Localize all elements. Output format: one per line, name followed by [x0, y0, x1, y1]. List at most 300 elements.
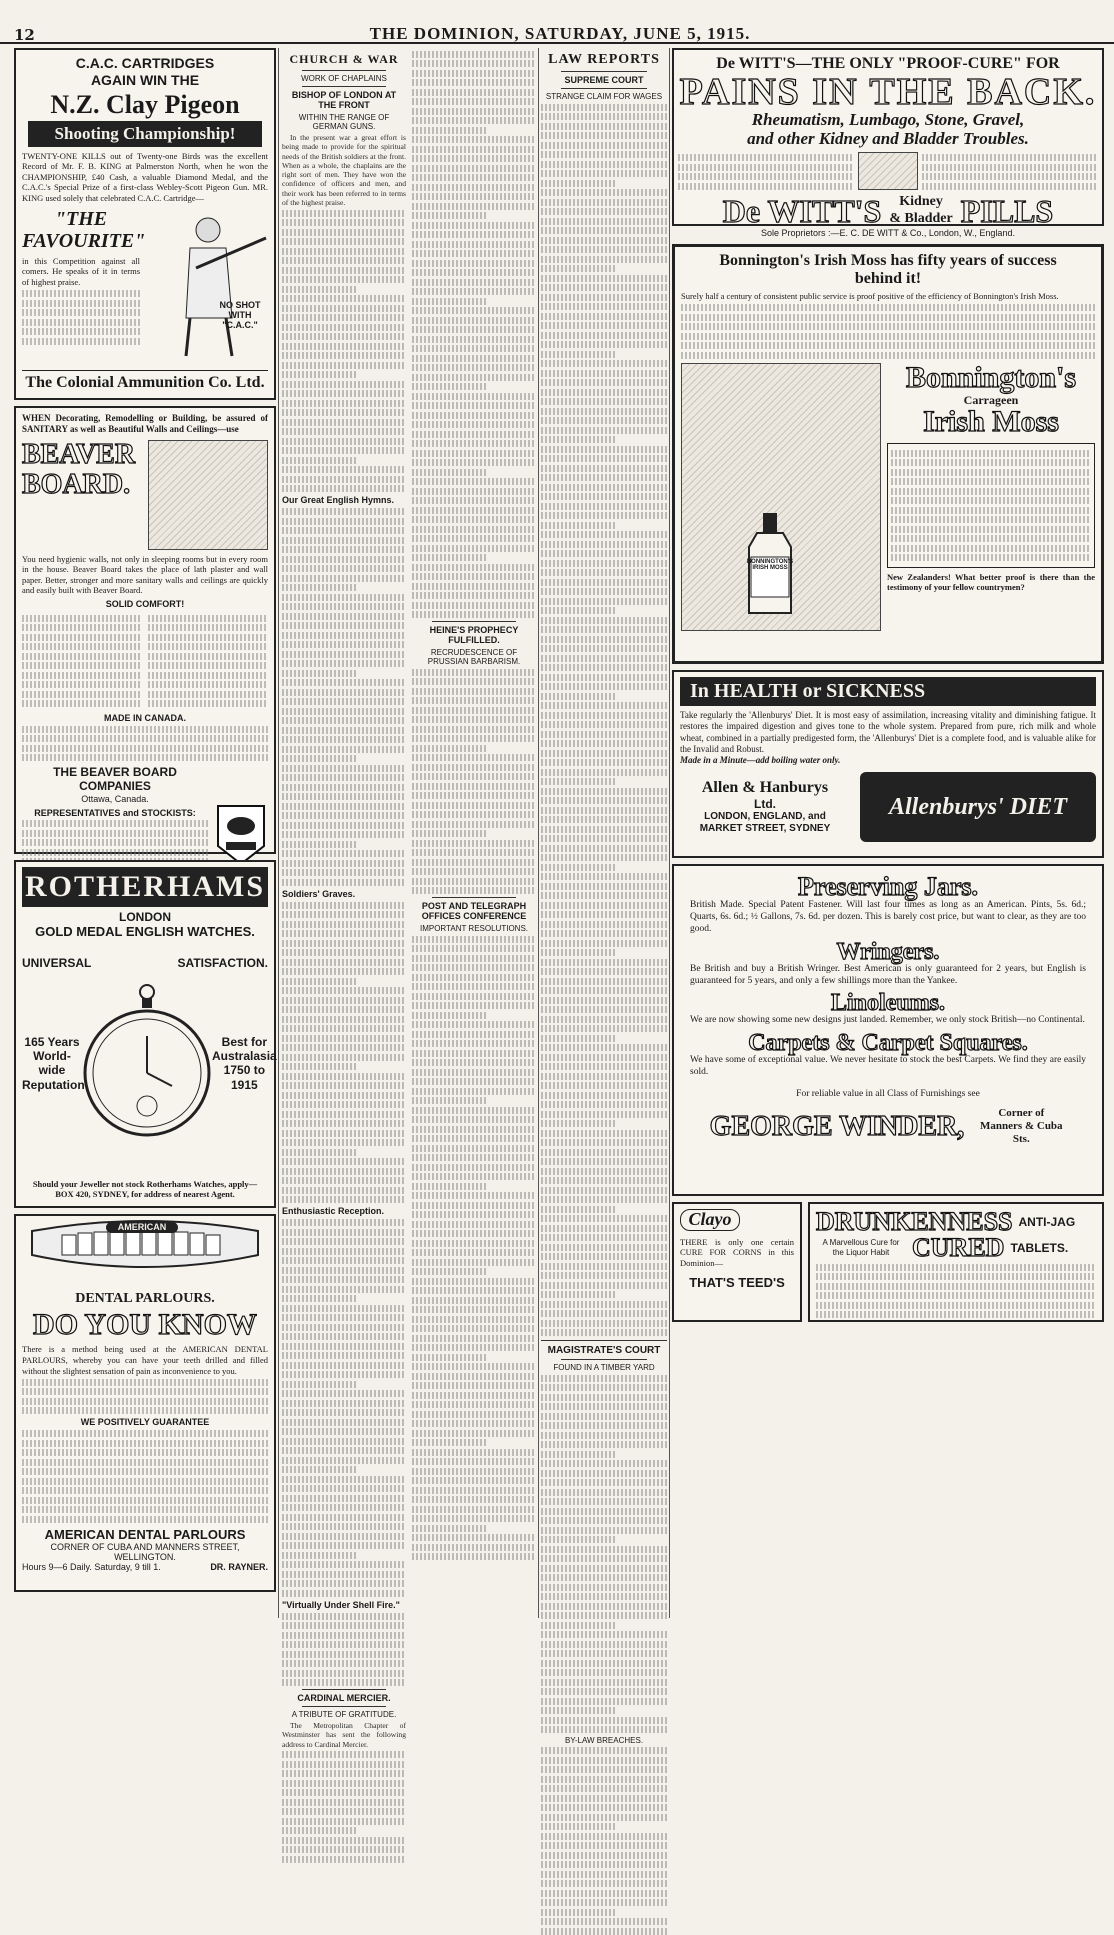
text-line — [282, 1257, 406, 1264]
text-line — [282, 987, 406, 994]
text-line — [541, 408, 667, 415]
text-line — [412, 773, 536, 780]
text-line — [412, 127, 486, 134]
text-line — [412, 231, 536, 238]
article-paragraph: In the present war a great effort is being made to provide for the spiritual needs of the British soldiers at the front. When as a whole, the chaplains are the right sort of men. They have won the confidence of officers and men, and their work has been referred to in terms of the highest praise. — [282, 133, 406, 207]
text-line — [541, 1508, 667, 1515]
text-line — [282, 1770, 406, 1777]
text-line — [412, 735, 536, 742]
text-line — [541, 598, 667, 605]
column-rule — [538, 48, 539, 1618]
text-line — [282, 921, 406, 928]
text-line — [412, 1344, 536, 1351]
text-line — [412, 707, 536, 714]
text-line — [412, 1430, 536, 1437]
text-line — [282, 1641, 406, 1648]
text-line — [541, 142, 667, 149]
text-line — [282, 1799, 406, 1806]
text-line — [412, 1116, 536, 1123]
dewitt-product1: Kidney — [899, 194, 943, 210]
text-line — [282, 1381, 356, 1388]
text-line — [412, 1031, 536, 1038]
rotherhams-footer: Should your Jeweller not stock Rotherhams Watches, apply—BOX 420, SYDNEY, for address of nearest Agent. — [32, 1178, 258, 1200]
text-line — [541, 1044, 667, 1051]
text-line — [282, 651, 406, 658]
text-line — [282, 314, 406, 321]
text-line — [282, 622, 406, 629]
law-subheading: STRANGE CLAIM FOR WAGES — [545, 92, 663, 101]
beaver-caption: SOLID COMFORT! — [105, 599, 185, 609]
bonnington-brand3: Irish Moss — [923, 405, 1059, 439]
text-line — [282, 1333, 406, 1340]
cac-maker: The Colonial Ammunition Co. Ltd. — [22, 370, 268, 392]
text-line — [412, 573, 536, 580]
text-line — [282, 343, 406, 350]
dewitt-brand: De WITT'S — [722, 192, 882, 229]
text-line — [412, 70, 536, 77]
text-line — [282, 736, 406, 743]
text-line — [282, 1267, 406, 1274]
section-heading: Soldiers' Graves. — [282, 888, 356, 899]
allenburys-body: Take regularly the 'Allenburys' Diet. It is most easy of assimilation, increasing vitality and diminishing fatigue. It restores the impaired digestion and gives tone to the whole system. Prepared from pure, rich milk and whole wheat, combined in a partially predigested form, the 'Allenburys' Diet is a complete food, and is valuable alike for the Invalid and Robust. — [680, 710, 1096, 754]
text-line — [282, 400, 406, 407]
text-line — [412, 545, 536, 552]
dental-firm: AMERICAN DENTAL PARLOURS — [44, 1526, 246, 1542]
text-line — [282, 717, 406, 724]
section-heading: RECRUDESCENCE OF PRUSSIAN BARBARISM. — [427, 648, 521, 666]
text-line — [282, 527, 406, 534]
text-line — [541, 1282, 667, 1289]
text-line — [541, 978, 667, 985]
text-line — [282, 1044, 406, 1051]
text-line — [541, 1899, 667, 1906]
text-line — [282, 689, 406, 696]
text-line — [282, 1196, 406, 1203]
text-line — [541, 436, 617, 443]
text-line — [412, 802, 536, 809]
text-line — [282, 1613, 406, 1620]
text-line — [282, 1457, 406, 1464]
text-line — [412, 1183, 486, 1190]
allenburys-company2: Ltd. — [754, 796, 776, 811]
text-line — [282, 295, 406, 302]
text-line — [282, 476, 406, 483]
text-line — [412, 840, 536, 847]
text-line — [412, 887, 536, 894]
text-line — [541, 1394, 667, 1401]
text-line — [541, 284, 667, 291]
text-line — [541, 1622, 617, 1629]
text-line — [541, 1631, 667, 1638]
text-line — [541, 636, 667, 643]
text-line — [282, 409, 406, 416]
text-line — [541, 702, 667, 709]
text-line — [282, 1111, 406, 1118]
text-line — [282, 1447, 406, 1454]
beaver-intro: WHEN Decorating, Remodelling or Building, be assured of SANITARY as well as Beautiful Walls and Ceilings—use — [22, 413, 268, 435]
text-line — [541, 1035, 617, 1042]
text-line — [541, 1679, 667, 1686]
text-line — [541, 693, 617, 700]
text-line — [541, 541, 667, 548]
text-line — [412, 1088, 536, 1095]
text-line — [541, 788, 667, 795]
winder-h4: Carpets & Carpet Squares. — [748, 1030, 1028, 1057]
text-line — [541, 1470, 667, 1477]
text-line — [282, 765, 406, 772]
text-line — [282, 1808, 406, 1815]
text-line — [412, 146, 536, 153]
text-line — [541, 351, 617, 358]
text-line — [541, 427, 667, 434]
text-line — [412, 355, 536, 362]
text-line — [282, 1660, 406, 1667]
text-line — [541, 1565, 667, 1572]
text-line — [541, 1890, 667, 1897]
text-line — [282, 1438, 406, 1445]
george-winder-ad — [672, 864, 1104, 1196]
text-line — [282, 508, 406, 515]
text-line — [541, 313, 667, 320]
text-line — [282, 1485, 406, 1492]
dental-address: CORNER OF CUBA AND MANNERS STREET, WELLINGTON. — [50, 1542, 240, 1563]
text-line — [541, 303, 667, 310]
dewitts-pills-ad — [672, 48, 1104, 229]
text-line — [541, 1574, 667, 1581]
text-line — [541, 1432, 667, 1439]
text-line — [541, 322, 667, 329]
cac-cartridges-ad — [14, 48, 276, 400]
text-line — [541, 1603, 667, 1610]
text-line — [541, 465, 667, 472]
text-line — [541, 778, 617, 785]
text-line — [412, 421, 536, 428]
text-line — [282, 1025, 406, 1032]
text-line — [541, 1726, 667, 1733]
text-line — [282, 1177, 406, 1184]
text-line — [541, 902, 667, 909]
text-line — [412, 174, 536, 181]
dewitt-sub1: Rheumatism, Lumbago, Stone, Gravel, — [751, 110, 1025, 130]
text-line — [541, 1918, 667, 1925]
text-line — [541, 113, 667, 120]
text-line — [412, 155, 536, 162]
rotherhams-title: ROTHERHAMS — [22, 867, 268, 907]
text-line — [541, 1196, 667, 1203]
text-line — [412, 811, 536, 818]
text-line — [541, 1082, 667, 1089]
text-line — [282, 860, 406, 867]
text-line — [412, 688, 536, 695]
column-rule — [278, 48, 279, 1618]
text-line — [412, 326, 536, 333]
text-line — [412, 440, 536, 447]
text-line — [282, 727, 406, 734]
section-heading: "Virtually Under Shell Fire." — [282, 1599, 400, 1610]
winder-name: GEORGE WINDER, — [709, 1110, 965, 1142]
text-line — [541, 474, 667, 481]
text-line — [282, 565, 406, 572]
text-line — [541, 1006, 667, 1013]
text-line — [541, 360, 667, 367]
text-line — [541, 712, 667, 719]
text-line — [282, 267, 406, 274]
text-line — [412, 307, 536, 314]
beaver-representatives: REPRESENTATIVES and STOCKISTS: — [34, 807, 196, 818]
text-line — [412, 1021, 536, 1028]
text-line — [541, 199, 667, 206]
text-line — [282, 708, 406, 715]
text-line — [282, 978, 356, 985]
text-line — [541, 1766, 667, 1773]
text-line — [541, 493, 667, 500]
text-line — [541, 835, 667, 842]
text-line — [541, 1139, 667, 1146]
text-line — [282, 1248, 406, 1255]
dental-doctor: DR. RAYNER. — [210, 1562, 268, 1573]
text-line — [541, 1747, 667, 1754]
text-line — [541, 1757, 667, 1764]
text-line — [412, 336, 536, 343]
text-line — [541, 807, 667, 814]
text-line — [282, 1120, 406, 1127]
text-line — [282, 1343, 406, 1350]
text-line — [541, 1479, 667, 1486]
text-line — [541, 1225, 667, 1232]
text-line — [412, 469, 486, 476]
text-line — [412, 1316, 536, 1323]
text-line — [282, 1187, 406, 1194]
rotherhams-line: GOLD MEDAL ENGLISH WATCHES. — [35, 924, 255, 940]
text-line — [412, 402, 536, 409]
text-line — [412, 993, 536, 1000]
text-line — [282, 902, 406, 909]
text-line — [541, 1441, 667, 1448]
beaver-body: You need hygienic walls, not only in sleeping rooms but in every room in the house. Beaver Board takes the place of lath plaster and wall paper. Better, stronger and more sanitary walls and ceilings are quickly and easily built with Beaver Board. — [22, 553, 268, 596]
text-line — [541, 959, 667, 966]
text-line — [282, 1362, 406, 1369]
shooter-illustration — [146, 208, 270, 358]
text-line — [282, 362, 406, 369]
text-line — [282, 1523, 406, 1530]
text-line — [541, 731, 667, 738]
text-line — [541, 1291, 617, 1298]
text-line — [412, 136, 536, 143]
dewitt-product3: PILLS — [960, 192, 1054, 229]
text-line — [541, 1842, 667, 1849]
cac-line2: AGAIN WIN THE — [90, 71, 200, 88]
text-line — [412, 345, 536, 352]
winder-h1: Preserving Jars. — [797, 872, 979, 901]
text-line — [541, 522, 617, 529]
drunk-sub: A Marvellous Cure for the Liquor Habit — [822, 1238, 900, 1257]
text-line — [541, 1527, 667, 1534]
dental-badge: AMERICAN — [106, 1222, 178, 1233]
text-line — [282, 1504, 406, 1511]
text-line — [412, 1211, 536, 1218]
page-number: 12 — [14, 26, 35, 44]
text-line — [282, 229, 406, 236]
text-line — [412, 936, 536, 943]
text-line — [412, 859, 536, 866]
text-line — [541, 997, 667, 1004]
text-line — [412, 783, 536, 790]
text-line — [541, 1329, 667, 1336]
text-line — [541, 1460, 667, 1467]
text-line — [541, 579, 667, 586]
beaver-company: THE BEAVER BOARD COMPANIES — [53, 765, 177, 794]
text-line — [412, 1259, 536, 1266]
text-line — [282, 1158, 406, 1165]
text-line — [282, 1780, 406, 1787]
text-line — [541, 1101, 667, 1108]
section-heading: A TRIBUTE OF GRATITUDE. — [291, 1710, 397, 1719]
text-line — [541, 1422, 667, 1429]
text-line — [282, 1400, 406, 1407]
text-line — [412, 1173, 536, 1180]
text-line — [412, 459, 536, 466]
text-line — [412, 1164, 536, 1171]
text-line — [412, 1154, 536, 1161]
text-line — [541, 455, 667, 462]
text-line — [541, 1158, 667, 1165]
article-heading: CHURCH & WAR — [289, 52, 399, 66]
text-line — [541, 208, 667, 215]
text-line — [412, 764, 536, 771]
text-line — [412, 1240, 536, 1247]
text-line — [541, 883, 667, 890]
text-line — [282, 238, 406, 245]
winder-corner: Corner of Manners & Cuba Sts. — [980, 1106, 1063, 1146]
text-line — [412, 716, 536, 723]
text-line — [282, 1238, 406, 1245]
text-line — [412, 754, 536, 761]
cac-line1: C.A.C. CARTRIDGES — [75, 55, 215, 71]
text-line — [541, 940, 667, 947]
text-line — [541, 189, 667, 196]
text-line — [541, 550, 667, 557]
text-line — [541, 151, 667, 158]
text-line — [541, 1871, 667, 1878]
text-line — [541, 1092, 667, 1099]
text-line — [412, 1477, 536, 1484]
text-line — [412, 1297, 536, 1304]
text-line — [412, 431, 536, 438]
text-line — [412, 1401, 536, 1408]
text-line — [541, 1111, 667, 1118]
text-line — [412, 1268, 486, 1275]
text-line — [412, 1468, 536, 1475]
text-line — [412, 535, 536, 542]
text-line — [412, 1059, 536, 1066]
text-line — [282, 679, 406, 686]
text-line — [282, 257, 406, 264]
text-line — [282, 803, 406, 810]
text-line — [282, 1837, 406, 1844]
text-line — [541, 531, 667, 538]
text-line — [541, 1272, 667, 1279]
dewitt-tagline: De WITT'S—THE ONLY "PROOF-CURE" FOR — [716, 55, 1060, 72]
text-line — [282, 1476, 406, 1483]
text-line — [541, 1310, 667, 1317]
text-line — [282, 1580, 406, 1587]
text-line — [412, 821, 536, 828]
text-line — [282, 959, 406, 966]
rotherhams-best: Best for Australasia 1750 to 1915 — [212, 1034, 277, 1092]
text-line — [412, 1534, 536, 1541]
text-line — [282, 419, 406, 426]
text-line — [282, 698, 406, 705]
text-line — [412, 298, 486, 305]
article-subheading: BISHOP OF LONDON AT THE FRONT — [291, 90, 397, 110]
text-line — [541, 104, 667, 111]
beaver-logo-icon — [214, 802, 268, 868]
text-line — [282, 1219, 406, 1226]
text-line — [282, 940, 406, 947]
text-line — [282, 1632, 406, 1639]
rotherhams-years: 165 Years World-wide Reputation — [22, 1034, 85, 1092]
drunk-tablets: TABLETS. — [1010, 1240, 1069, 1255]
text-line — [541, 769, 667, 776]
text-line — [282, 1856, 406, 1863]
text-line — [412, 868, 536, 875]
dental-guarantee: WE POSITIVELY GUARANTEE — [80, 1417, 210, 1428]
text-line — [282, 324, 406, 331]
text-line — [541, 987, 667, 994]
text-line — [412, 117, 536, 124]
text-line — [282, 1751, 406, 1758]
text-line — [412, 1363, 536, 1370]
text-line — [541, 1555, 667, 1562]
text-line — [541, 1584, 667, 1591]
text-line — [282, 1092, 406, 1099]
text-line — [412, 1192, 536, 1199]
text-line — [412, 945, 536, 952]
text-line — [282, 1679, 406, 1686]
cac-brand: "THE FAVOURITE" — [22, 207, 146, 252]
text-line — [282, 1533, 406, 1540]
beaver-title: BEAVER BOARD. — [22, 438, 136, 501]
column-church-and-war — [282, 48, 536, 1749]
text-line — [412, 51, 536, 58]
text-line — [412, 1002, 536, 1009]
text-line — [412, 1230, 536, 1237]
text-line — [412, 450, 536, 457]
text-line — [541, 341, 667, 348]
text-line — [282, 1651, 406, 1658]
text-line — [541, 683, 667, 690]
text-line — [282, 841, 356, 848]
beaver-location: Ottawa, Canada. — [81, 793, 149, 804]
text-line — [541, 417, 667, 424]
text-line — [412, 374, 536, 381]
text-line — [282, 518, 406, 525]
pocket-watch-icon — [82, 978, 212, 1148]
text-line — [282, 371, 356, 378]
text-line — [541, 1263, 667, 1270]
text-line — [541, 1168, 667, 1175]
text-line — [282, 1390, 406, 1397]
beaver-made-in: MADE IN CANADA. — [104, 712, 186, 723]
text-line — [541, 1206, 617, 1213]
text-line — [412, 1373, 536, 1380]
text-line — [282, 352, 406, 359]
text-line — [541, 1375, 667, 1382]
text-line — [282, 1818, 406, 1825]
text-line — [282, 812, 406, 819]
american-dental-ad — [14, 1214, 276, 1592]
text-line — [541, 1795, 667, 1802]
